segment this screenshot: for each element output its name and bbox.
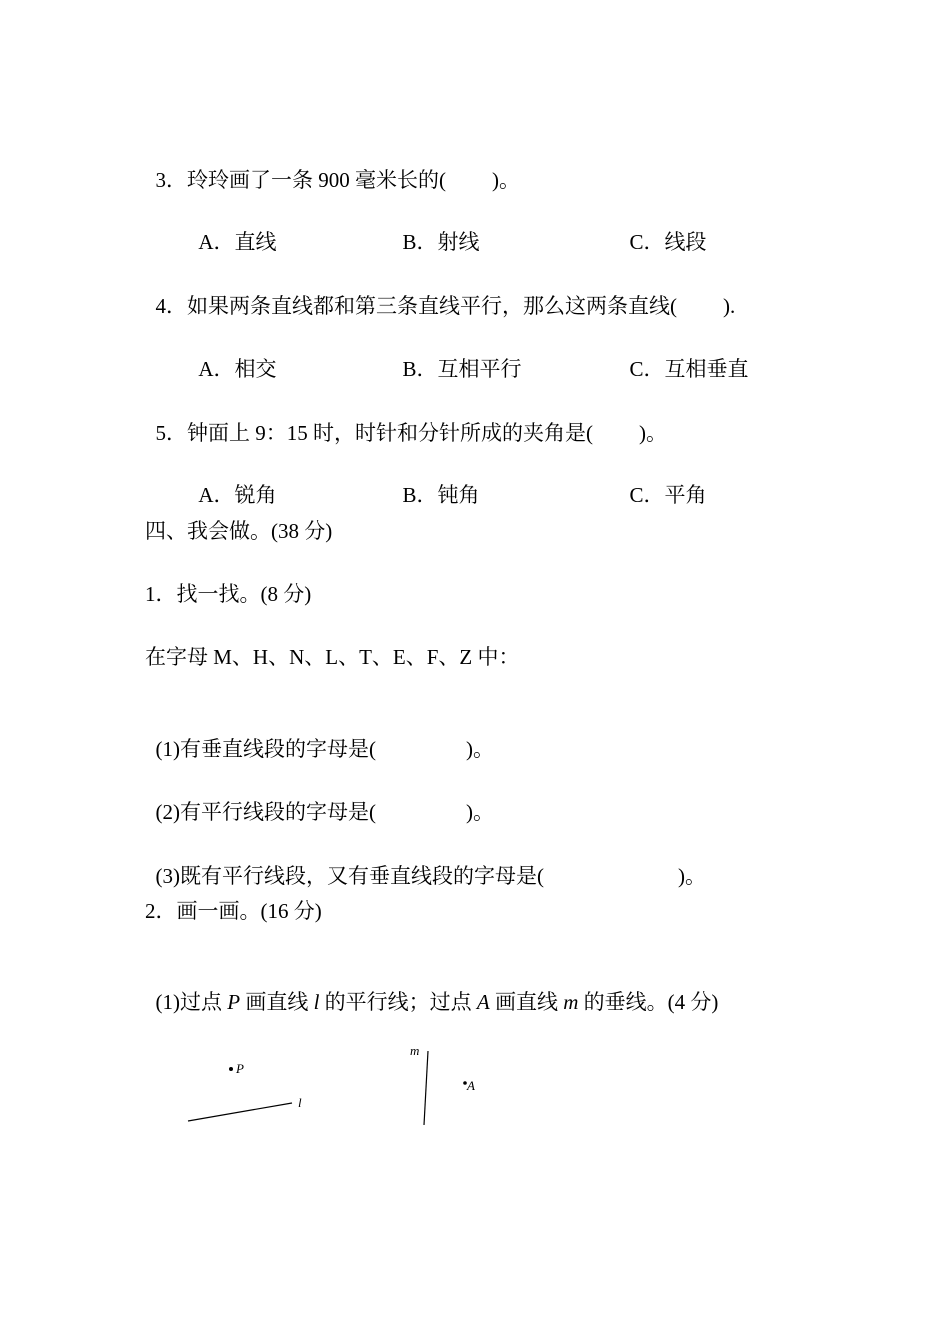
question-4-text-end: ).	[723, 294, 736, 318]
option-letter: A．	[198, 357, 235, 381]
option-text: 锐角	[234, 483, 277, 507]
line-l	[188, 1103, 292, 1121]
draw-sub1-text-5: 的垂线。(4 分)	[578, 990, 719, 1014]
point-p-dot	[229, 1067, 233, 1071]
option-letter: B．	[402, 483, 438, 507]
option-text: 线段	[664, 230, 707, 254]
variable-p: P	[227, 990, 241, 1014]
find-item-1-text: (1)有垂直线段的字母是(	[155, 737, 376, 761]
question-3-number: 3．	[155, 168, 187, 192]
line-l-label: l	[298, 1095, 302, 1110]
find-item-2-text: (2)有平行线段的字母是(	[155, 800, 376, 824]
draw-sub1-text-1: (1)过点	[155, 990, 228, 1014]
draw-sub1-text-3: 的平行线；过点	[319, 990, 477, 1014]
point-a-label: A	[467, 1078, 475, 1093]
option-text: 互相平行	[437, 357, 522, 381]
question-5-text-end: )。	[639, 421, 667, 445]
find-item-3-text: (3)既有平行线段，又有垂直线段的字母是(	[155, 864, 544, 888]
draw-title: 2．画一画。(16 分)	[145, 899, 322, 923]
variable-l: l	[313, 990, 320, 1014]
option-letter: B．	[402, 230, 438, 254]
find-title: 1．找一找。(8 分)	[145, 582, 312, 606]
line-m	[424, 1051, 428, 1125]
draw-sub1-text-4: 画直线	[489, 990, 564, 1014]
variable-a: A	[476, 990, 490, 1014]
find-item-3-text-end: )。	[677, 864, 706, 888]
question-5-text: 钟面上 9：15 时，时针和分针所成的夹角是(	[187, 421, 593, 445]
question-5-number: 5．	[155, 421, 187, 445]
find-item-2-text-end: )。	[465, 800, 494, 824]
option-text: 直线	[234, 230, 277, 254]
section-4-title: 四、我会做。(38 分)	[145, 519, 333, 543]
point-p-label: P	[236, 1061, 244, 1076]
option-text: 互相垂直	[664, 357, 749, 381]
draw-sub1-text-2: 画直线	[240, 990, 314, 1014]
option-letter: B．	[402, 357, 438, 381]
option-text: 相交	[234, 357, 277, 381]
variable-m: m	[563, 990, 579, 1014]
option-letter: A．	[198, 230, 235, 254]
option-letter: C．	[629, 230, 665, 254]
question-4-text: 如果两条直线都和第三条直线平行，那么这两条直线(	[187, 294, 677, 318]
option-letter: A．	[198, 483, 235, 507]
option-letter: C．	[629, 357, 665, 381]
find-intro: 在字母 M、H、N、L、T、E、F、Z 中：	[145, 645, 520, 669]
question-3-text: 玲玲画了一条 900 毫米长的(	[187, 168, 446, 192]
option-text: 射线	[437, 230, 480, 254]
option-text: 钝角	[437, 483, 480, 507]
find-item-1-text-end: )。	[465, 737, 494, 761]
option-text: 平角	[664, 483, 707, 507]
option-letter: C．	[629, 483, 665, 507]
question-3-text-end: )。	[492, 168, 520, 192]
question-4-number: 4．	[155, 294, 187, 318]
line-m-label: m	[410, 1043, 420, 1058]
